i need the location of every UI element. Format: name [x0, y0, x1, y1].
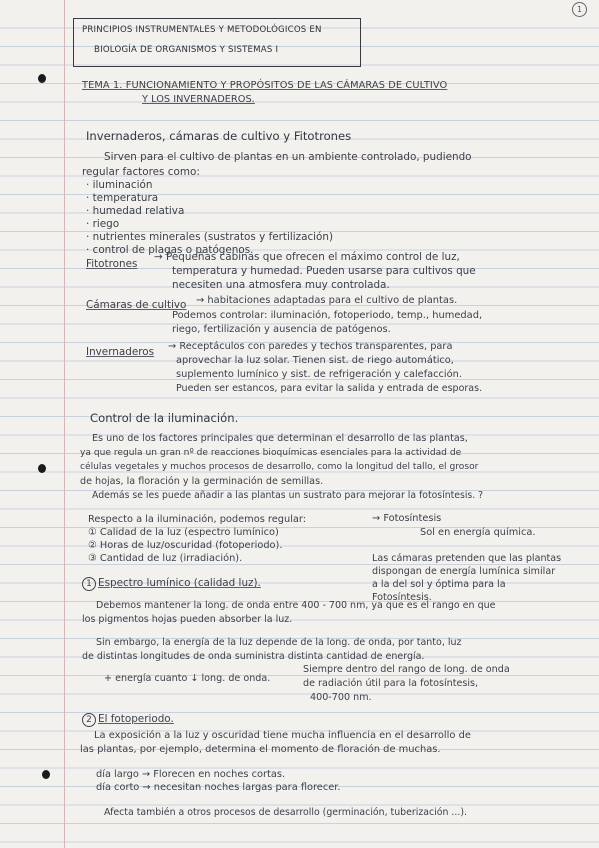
section-heading-lighting: Control de la iluminación. — [90, 411, 239, 425]
item-number-badge: 1 — [82, 577, 96, 591]
regular-item: ① Calidad de la luz (espectro lumínico) — [88, 527, 279, 538]
factor-bullet: · humedad relativa — [86, 205, 185, 217]
camaras-note: Las cámaras pretenden que las plantas — [372, 553, 562, 564]
regular-item: ② Horas de luz/oscuridad (fotoperiodo). — [88, 540, 283, 551]
fitotrones-desc: necesiten una atmosfera muy controlada. — [172, 279, 390, 291]
espectro-heading — [82, 577, 261, 591]
espectro-para: Debemos mantener la long. de onda entre 400 - 700 nm, ya que es el rango en que — [96, 600, 496, 611]
fotoperiodo-label: El fotoperiodo. — [98, 713, 174, 725]
espectro-para: los pigmentos hojas pueden absorber la luz. — [82, 614, 293, 625]
energia-rule: + energía cuanto ↓ long. de onda. — [104, 673, 271, 684]
regular-item: ③ Cantidad de luz (irradiación). — [88, 553, 243, 564]
camaras-desc: → habitaciones adaptadas para el cultivo de plantas. — [196, 295, 458, 306]
photosynthesis-note: Sol en energía química. — [420, 527, 536, 538]
invernaderos-desc: → Receptáculos con paredes y techos transparentes, para — [168, 341, 453, 352]
espectro-label: Espectro lumínico (calidad luz). — [98, 577, 261, 589]
photosynthesis-note: → Fotosíntesis — [372, 513, 442, 524]
lighting-para: Es uno de los factores principales que determinan el desarrollo de las plantas, — [92, 433, 468, 444]
factor-bullet: · riego — [86, 218, 120, 230]
invernaderos-label: Invernaderos — [86, 346, 155, 358]
intro-line: Sirven para el cultivo de plantas en un ambiente controlado, pudiendo — [104, 151, 472, 163]
invernaderos-desc: suplemento lumínico y sist. de refrigeración y calefacción. — [176, 369, 462, 380]
lighting-para: ya que regula un gran nº de reacciones bioquímicas esenciales para la actividad de — [80, 448, 462, 458]
item-number-badge: 2 — [82, 713, 96, 727]
dia-line: día largo → Florecen en noches cortas. — [96, 769, 286, 780]
camaras-note: dispongan de energía lumínica similar — [372, 566, 556, 577]
factor-bullet: · nutrientes minerales (sustratos y fertilización) — [86, 231, 334, 243]
subject-title-line1: PRINCIPIOS INSTRUMENTALES Y METODOLÓGICOS EN — [82, 25, 322, 35]
fitotrones-label: Fitotrones — [86, 258, 138, 270]
lighting-para: células vegetales y muchos procesos de desarrollo, como la longitud del tallo, el grosor — [80, 462, 479, 472]
subject-title-line2: BIOLOGÍA DE ORGANISMOS Y SISTEMAS I — [94, 45, 279, 55]
regular-intro: Respecto a la iluminación, podemos regular: — [88, 514, 307, 525]
energia-range-note: de radiación útil para la fotosíntesis, — [303, 678, 479, 689]
final-line: Afecta también a otros procesos de desarrollo (germinación, tuberización ...). — [104, 807, 468, 818]
fotoperiodo-heading — [82, 713, 174, 727]
energia-para: Sin embargo, la energía de la luz depende de la long. de onda, por tanto, luz — [96, 637, 462, 648]
page-number: 1 — [572, 2, 587, 17]
section-heading-facilities: Invernaderos, cámaras de cultivo y Fitotrones — [86, 129, 352, 143]
energia-range-note: Siempre dentro del rango de long. de onda — [303, 664, 510, 675]
fotoperiodo-para: las plantas, por ejemplo, determina el momento de floración de muchas. — [80, 744, 441, 755]
energia-range-note: 400-700 nm. — [310, 692, 372, 703]
lighting-para: Además se les puede añadir a las plantas un sustrato para mejorar la fotosíntesis. ? — [92, 490, 484, 501]
margin-line — [64, 0, 65, 848]
camaras-label: Cámaras de cultivo — [86, 299, 187, 311]
lighting-para: de hojas, la floración y la germinación de semillas. — [80, 476, 324, 487]
fitotrones-desc: temperatura y humedad. Pueden usarse para cultivos que — [172, 265, 476, 277]
camaras-desc: riego, fertilización y ausencia de patógenos. — [172, 324, 391, 335]
camaras-note: a la del sol y óptima para la — [372, 579, 506, 590]
topic-title-line2: Y LOS INVERNADEROS. — [142, 94, 255, 105]
invernaderos-desc: aprovechar la luz solar. Tienen sist. de riego automático, — [176, 355, 454, 366]
punch-hole-bottom — [42, 770, 50, 779]
camaras-desc: Podemos controlar: iluminación, fotoperiodo, temp., humedad, — [172, 310, 483, 321]
invernaderos-desc: Pueden ser estancos, para evitar la salida y entrada de esporas. — [176, 383, 483, 394]
dia-line: día corto → necesitan noches largas para florecer. — [96, 782, 341, 793]
punch-hole-top — [38, 74, 46, 83]
topic-title-line1: TEMA 1. FUNCIONAMIENTO Y PROPÓSITOS DE LAS CÁMARAS DE CULTIVO — [82, 80, 448, 91]
subject-title-box — [73, 18, 361, 67]
factor-bullet: · temperatura — [86, 192, 159, 204]
fotoperiodo-para: La exposición a la luz y oscuridad tiene mucha influencia en el desarrollo de — [94, 730, 471, 741]
punch-hole-middle — [38, 464, 46, 473]
camaras-note: Fotosíntesis. — [372, 592, 432, 603]
intro-line: regular factores como: — [82, 166, 200, 178]
factor-bullet: · iluminación — [86, 179, 153, 191]
factor-bullet: · control de plagas o patógenos. — [86, 244, 254, 256]
fitotrones-desc: → Pequeñas cabinas que ofrecen el máximo control de luz, — [154, 251, 460, 263]
energia-para: de distintas longitudes de onda suministra distinta cantidad de energía. — [82, 651, 425, 662]
